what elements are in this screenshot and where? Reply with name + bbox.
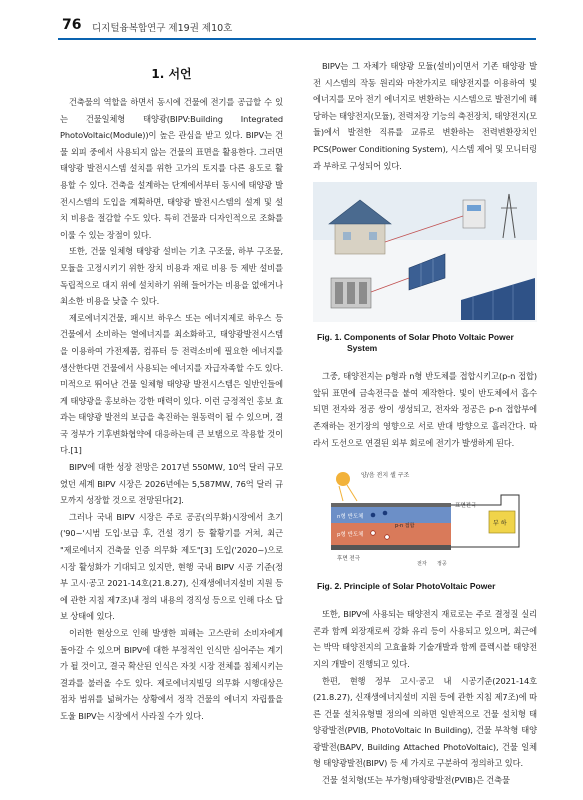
fig2-load: 부 하: [493, 520, 507, 528]
hole-marker: [371, 531, 376, 536]
header-rule: [58, 38, 536, 40]
hole-marker: [385, 535, 390, 540]
figure-1-caption-line2: System: [347, 343, 378, 354]
journal-title: 디지털융복합연구 제19권 제10호: [92, 23, 233, 34]
fig2-p-layer: p형 반도체: [337, 532, 364, 539]
figure-2-caption: Fig. 2. Principle of Solar PhotoVoltaic Power: [317, 581, 496, 592]
fig2-top-electrode: 표면전극: [455, 503, 477, 510]
electron-marker: [371, 513, 376, 518]
fig2-holes: 정공: [437, 561, 447, 568]
paragraph: 또한, 건물 일체형 태양광 설비는 기초 구조물, 하부 구조물, 모듈을 고정시키기 위한 장치 비용과 재료 비용 등 제반 설비를 독립적으로 대지 위에 설치하기 위해 들어가는 비용을 없애거나 최소한 비용을 낮출 수 있다.: [60, 246, 283, 307]
left-column: [60, 58, 283, 725]
paragraph: 건물 설치형(또는 부가형)태양광발전(PVIB)은 건축물: [322, 775, 510, 786]
running-header: [58, 16, 533, 38]
figure-1-caption-line1: Fig. 1. Components of Solar Photo Voltaic Power: [317, 332, 514, 343]
paragraph: 그러나 국내 BIPV 시장은 주로 공공(의무화)시장에서 초기('90~'시범 도입·보급 후, 건설 경기 등 활황기를 거쳐, 최근 "제로에너지 건축물 인증 의무화 제도"[3] 도입('2020~)으로 시장 활성화가 기대되고 있지만, 현행 국내 BIPV 시공 기준(정부 고시·공고 2021-14호(21.8.27), 신재생에너지설비 지원 등에 관한 지침 제7조)내 정의 내용의 경직성 등으로 인해 다소 답보 상태에 있다.: [60, 511, 283, 622]
figure-2-image: [313, 465, 537, 571]
section-title: 1. 서언: [151, 67, 192, 81]
top-electrode-layer: [331, 503, 451, 507]
paragraph: 제로에너지건물, 패시브 하우스 또는 에너지제로 하우스 등 건물에서 소비하는 열에너지를 최소화하고, 태양광발전시스템을 이용하여 가전제품, 컴퓨터 등 전력소비에 필요한 에너지를 생산한다면 건물에서 사용되는 에너지를 자급자족할 수도 있다. 미적으로 뛰어난 건물 일체형 태양광 발전시스템은 일반인들에게 태양광을 홍보하는 강한 매력이 있다. 이런 긍정적인 홍보 효과는 태양광 발전의 보급을 촉진하는 원동력이 될 수 있으며, 결국 정부가 기후변화협약에 대응하는데 큰 보탬으로 작용할 것이다.[1]: [60, 312, 283, 456]
fig2-electrons: 전자: [417, 561, 427, 568]
figure-1-image: [313, 182, 537, 322]
inverter-icon: [463, 200, 485, 228]
fig2-bottom-electrode: 후면 전극: [337, 556, 361, 563]
right-column: [313, 58, 537, 789]
figure-1-pv-system-components: [313, 182, 537, 322]
paragraph: 한편, 현행 정부 고시·공고 내 시공기준(2021-14호(21.8.27), 신재생에너지설비 지원 등에 관한 지침 제7조)에 따른 건물 설치유형별 정의에 의하면 일반적으로 건물 설치형 태양광발전(PVIB, PhotoVoltaic In Building), 건물 부착형 태양광발전(BAPV, Building Attached PhotoVoltaic), 건물 일체형 태양광발전(BIPV) 등 세 가지로 구분하여 정의하고 있다.: [313, 675, 537, 769]
fig2-n-layer: n형 반도체: [337, 514, 364, 521]
figure-2-pv-principle: [313, 465, 537, 571]
paragraph: 이러한 현상으로 인해 발생한 피해는 고스란히 소비자에게 돌아갈 수 있으며 BIPV에 대한 부정적인 인식만 심어주는 계기가 될 것이고, 결국 확산된 인식은 자칫 시장 전체를 침체시키는 결과를 불러올 수도 있다. 제로에너지빌딩 의무화 시행대상은 점차 범위를 넓혀가는 상황에서 정작 건물의 에너지 자립률을 도울 BIPV는 시장에서 사라질 수가 있다.: [60, 628, 283, 721]
bottom-electrode-layer: [331, 545, 451, 550]
paragraph: 또한, BIPV에 사용되는 태양전지 재료로는 주로 결정질 실리콘과 함께 외장재로써 강화 유리 등이 사용되고 있으며, 최근에는 박막 태양전지의 고효율화 기술개발과 함께 플렉시블 태양전지의 개발이 진행되고 있다.: [313, 609, 537, 669]
paragraph: 그중, 태양전지는 p형과 n형 반도체를 접합시키고(p-n 접합) 앞뒤 표면에 금속전극을 붙여 제작한다. 빛이 반도체에서 흡수되면 전자와 정공 쌍이 생성되고, 전자와 정공은 p-n 접합부에 존재하는 전기장의 영향으로 서로 반대 방향으로 흘러간다. 따라서 도선으로 연결된 외부 회로에 전기가 발생하게 된다.: [313, 371, 537, 448]
paragraph: 건축물의 역할을 하면서 동시에 건물에 전기를 공급할 수 있는 건물일체형 태양광(BIPV:Building Integrated PhotoVoltaic(Module))이 높은 관심을 받고 있다. BIPV는 건물 외피 중에서 사용되지 않는 건물의 표면을 활용한다. 그러면 태양광 발전시스템 설치를 위한 고가의 토지를 다른 용도로 활용할 수 있다. 건축을 설계하는 단계에서부터 동시에 태양광 발전시스템의 도입을 계획하면, 태양광 발전시스템의 설계 및 설치 비용을 절감할 수도 있다. 특히 건물과 디자인적으로 조화를 이룰 수 있는 장점이 있다.: [60, 97, 283, 240]
figure-1-caption: [313, 332, 537, 354]
electron-marker: [383, 511, 388, 516]
paragraph: BIPV에 대한 성장 전망은 2017년 550MW, 10억 달러 규모였던 세계 BIPV 시장은 2026년에는 5,587MW, 76억 달러 규모까지 성장할 것으로 전망된다[2].: [60, 462, 283, 506]
paragraph: BIPV는 그 자체가 태양광 모듈(설비)이면서 기존 태양광 발전 시스템의 작동 원리와 마찬가지로 태양전지를 이용하여 빛 에너지를 모아 전기 에너지로 변환하는 시스템으로 발전기에 해당하는 태양전지(모듈), 전력저장 기능의 축전장치, 태양전지(모듈)에서 발전한 직류를 교류로 변환하는 전력변환장치인 PCS(Power Conditioning System), 시스템 제어 및 모니터링과 부하로 구성되어 있다.: [313, 61, 537, 171]
fig2-title: 양/음 전지 셀 구조: [361, 472, 410, 480]
battery-icon: [331, 278, 371, 308]
page-number: 76: [62, 17, 82, 33]
fig2-junction: p-n 접합: [395, 523, 415, 530]
